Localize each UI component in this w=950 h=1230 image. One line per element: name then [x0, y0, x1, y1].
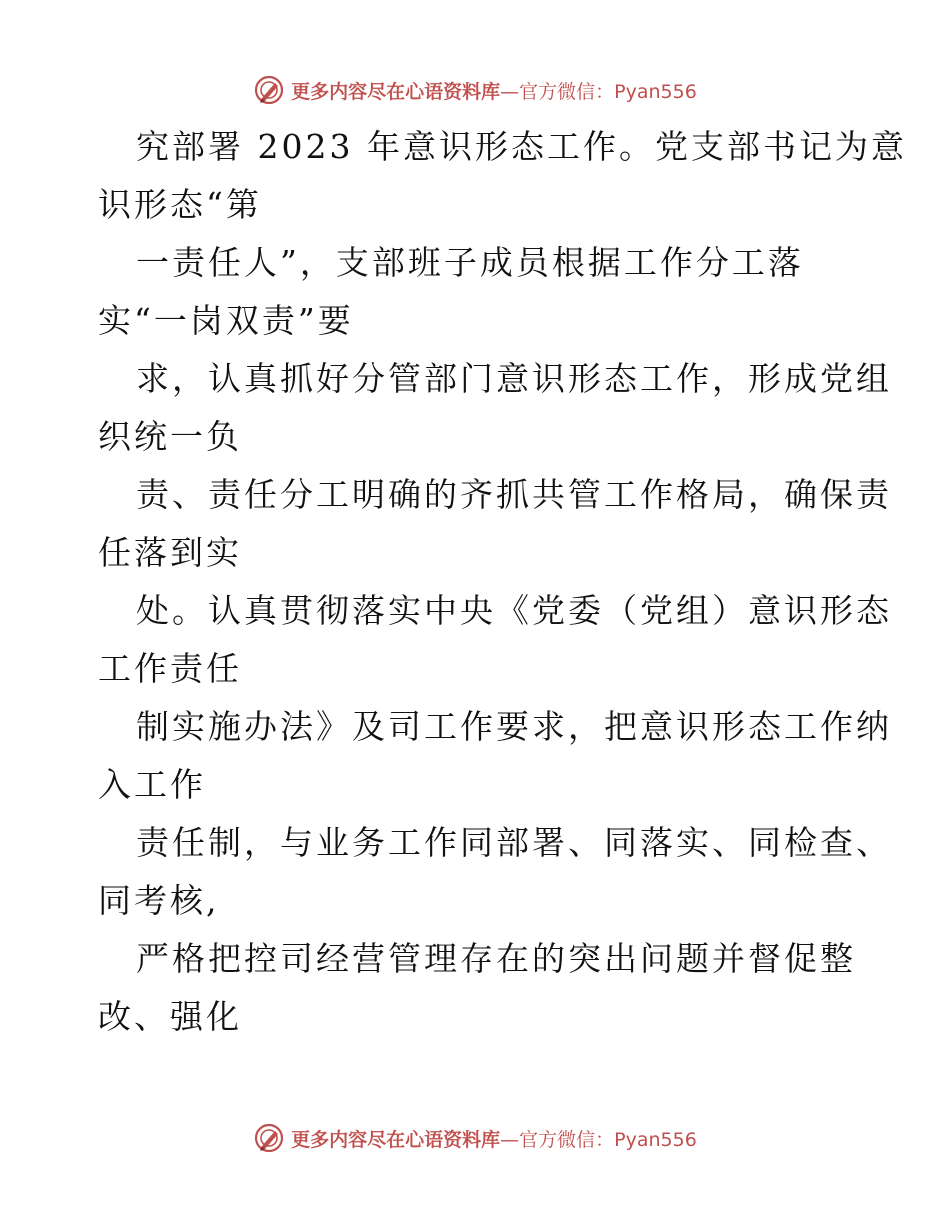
- watermark-text: [291, 1125, 697, 1152]
- paragraph-line: 求，认真抓好分管部门意识形态工作，形成党组: [136, 359, 892, 398]
- paragraph-line: 同考核,: [98, 881, 220, 920]
- header-watermark: [0, 72, 950, 108]
- pen-logo-icon: [253, 1122, 285, 1154]
- watermark-text: [291, 77, 697, 104]
- paragraph-line: 制实施办法》及司工作要求，把意识形态工作纳: [136, 707, 892, 746]
- document-body: [98, 118, 907, 1046]
- paragraph-line: 责、责任分工明确的齐抓共管工作格局，确保责: [136, 475, 892, 514]
- watermark-brand: 更多内容尽在心语资料库: [291, 80, 501, 103]
- paragraph-line: 织统一负: [98, 417, 242, 456]
- watermark-contact: —官方微信：Pyan556: [500, 80, 697, 103]
- paragraph-line: 严格把控司经营管理存在的突出问题并督促整: [136, 939, 856, 978]
- paragraph-line: 工作责任: [98, 649, 242, 688]
- paragraph-line: 入工作: [98, 765, 206, 804]
- paragraph-line: 一责任人”，支部班子成员根据工作分工落: [136, 243, 804, 282]
- watermark-contact: —官方微信：Pyan556: [500, 1128, 697, 1151]
- pen-logo-icon: [253, 74, 285, 106]
- paragraph-line: 处。认真贯彻落实中央《党委（党组）意识形态: [136, 591, 892, 630]
- paragraph-line: 改、强化: [98, 997, 242, 1036]
- paragraph-line: 责任制，与业务工作同部署、同落实、同检查、: [136, 823, 892, 862]
- paragraph-line: 任落到实: [98, 533, 242, 572]
- watermark-brand: 更多内容尽在心语资料库: [291, 1128, 501, 1151]
- paragraph-line: 实“一岗双责”要: [98, 301, 354, 340]
- footer-watermark: [0, 1120, 950, 1156]
- paragraph-line: 识形态“第: [98, 185, 262, 224]
- paragraph-line: 究部署 2023 年意识形态工作。党支部书记为意: [136, 127, 907, 166]
